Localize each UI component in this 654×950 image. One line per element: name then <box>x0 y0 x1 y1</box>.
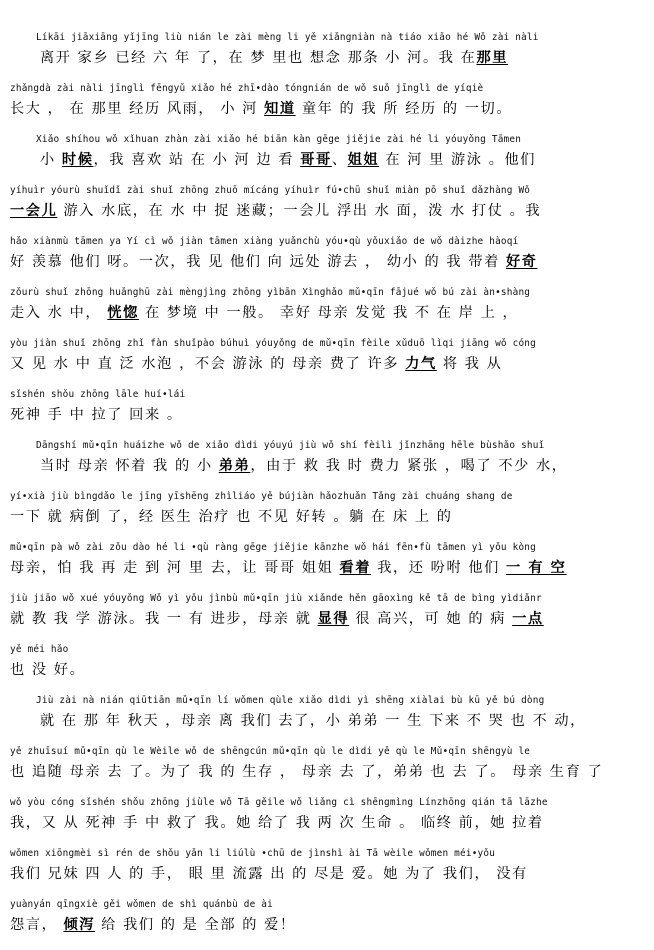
pinyin-line: yí•xià jiù bìngdǎo le jīng yīshēng zhìliáo yě bújiàn hǎozhuǎn Tǎng zài chuáng shang de <box>10 491 513 502</box>
hanzi-line: 我，又 从 死神 手 中 救了 我。她 给了 我 两 次 生命 。 临终 前，她 拉着 <box>10 815 544 831</box>
pinyin-line: Líkāi jiāxiāng yǐjīng liù nián le zài mèng li yě xiǎngniàn nà tiáo xiǎo hé Wǒ zài nàli <box>36 32 539 43</box>
line-7 <box>10 338 648 389</box>
line-17 <box>10 848 648 899</box>
line-4 <box>10 185 648 236</box>
line-13 <box>10 644 648 695</box>
hanzi-line: 我们 兄妹 四 人 的 手， 眼 里 流露 出 的 尽是 爱。她 为了 我们， 没有 <box>10 866 528 882</box>
underlined-word: 一会儿 <box>10 203 58 219</box>
hanzi-line: 一会儿 游入 水底，在 水 中 捉 迷藏；一会儿 浮出 水 面，泼 水 打仗 。我 <box>10 203 542 219</box>
hanzi-line: 死神 手 中 拉了 回来 。 <box>10 407 183 423</box>
line-5 <box>10 236 648 287</box>
pinyin-line: yě méi hǎo <box>10 644 69 655</box>
underlined-word: 一 有 空 <box>506 560 567 576</box>
hanzi-line: 也 没 好。 <box>10 662 86 678</box>
hanzi-line: 小 时候，我 喜欢 站 在 小 河 边 看 哥哥、姐姐 在 河 里 游泳 。他们 <box>40 152 537 168</box>
underlined-word: 那里 <box>476 50 509 66</box>
underlined-word: 看着 <box>339 560 372 576</box>
underlined-word: 弟弟 <box>218 458 251 474</box>
pinyin-line: jiù jiāo wǒ xué yóuyǒng Wǒ yì yǒu jìnbù mǔ•qīn jiù xiǎnde hěn gāoxìng kě tā de bìng yìdiǎnr <box>10 593 542 604</box>
hanzi-line: 就 在 那 年 秋天 ，母亲 离 我们 去了，小 弟弟 一 生 下来 不 哭 也 不 动， <box>40 713 586 729</box>
line-6 <box>10 287 648 338</box>
line-11 <box>10 542 648 593</box>
pinyin-line: mǔ•qīn pà wǒ zài zǒu dào hé li •qù ràng gēge jiějie kānzhe wǒ hái fēn•fù tāmen yì yǒu kòng <box>10 542 536 553</box>
line-12 <box>10 593 648 644</box>
pinyin-line: zhǎngdà zài nàli jīnglì fēngyǔ xiǎo hé zhī•dào tóngnián de wǒ suǒ jīnglì de yíqiè <box>10 83 484 94</box>
hanzi-line: 怨言， 倾泻 给 我们 的 是 全部 的 爱！ <box>10 917 296 933</box>
hanzi-line: 当时 母亲 怀着 我 的 小 弟弟，由于 救 我 时 费力 紧张 ，喝了 不少 水， <box>40 458 568 474</box>
line-8 <box>10 389 648 440</box>
pinyin-line: wǒ yòu cóng sǐshén shǒu zhōng jiùle wǒ Tā gěile wǒ liǎng cì shēngmìng Línzhōng qián tā lāzhe <box>10 797 548 808</box>
pinyin-line: yuànyán qīngxiè gěi wǒmen de shì quánbù de ài <box>10 899 273 910</box>
line-10 <box>10 491 648 542</box>
underlined-word: 姐姐 <box>347 152 380 168</box>
hanzi-line: 母亲，怕 我 再 走 到 河 里 去，让 哥哥 姐姐 看着 我，还 吩咐 他们 一 有 空 <box>10 560 567 576</box>
hanzi-line: 就 教 我 学 游泳。我 一 有 进步，母亲 就 显得 很 高兴，可 她 的 病 一点 <box>10 611 544 627</box>
underlined-word: 倾泻 <box>63 917 96 933</box>
pinyin-line: Jiù zài nà nián qiūtiān mǔ•qīn lí wǒmen qùle xiǎo dìdi yì shēng xiàlai bù kū yě bú dòng <box>36 695 545 706</box>
pinyin-line: yě zhuīsuí mǔ•qīn qù le Wèile wǒ de shēngcún mǔ•qīn qù le dìdi yě qù le Mǔ•qīn shēngyù le <box>10 746 531 757</box>
line-9 <box>10 440 648 491</box>
line-16 <box>10 797 648 848</box>
underlined-word: 知道 <box>264 101 296 117</box>
pinyin-line: yòu jiàn shuǐ zhōng zhǐ fàn shuǐpào búhuì yóuyǒng de mǔ•qīn fèile xǔduō lìqi jiāng wǒ cóng <box>10 338 536 349</box>
line-14 <box>10 695 648 746</box>
pinyin-line: hǎo xiànmù tāmen ya Yí cì wǒ jiàn tāmen xiàng yuǎnchù yóu•qù yǒuxiǎo de wǒ dàizhe hàoqí <box>10 236 519 247</box>
line-3 <box>10 134 648 185</box>
hanzi-line: 长大 ， 在 那里 经历 风雨， 小 河 知道 童年 的 我 所 经历 的 一切。 <box>10 101 513 117</box>
hanzi-line: 好 羡慕 他们 呀。一次，我 见 他们 向 远处 游去 ， 幼小 的 我 带着 好奇 <box>10 254 538 270</box>
underlined-word: 好奇 <box>506 254 538 270</box>
hanzi-line: 一下 就 病倒 了，经 医生 治疗 也 不见 好转 。躺 在 床 上 的 <box>10 509 453 525</box>
hanzi-line: 离开 家乡 已经 六 年 了，在 梦 里也 想念 那条 小 河。我 在那里 <box>40 50 509 66</box>
pinyin-line: Dāngshí mǔ•qīn huáizhe wǒ de xiǎo dìdi yóuyú jiù wǒ shí fèilì jǐnzhāng hēle bùshǎo shuǐ <box>36 440 545 451</box>
line-15 <box>10 746 648 797</box>
underlined-word: 力气 <box>405 356 437 372</box>
underlined-word: 恍惚 <box>107 305 139 321</box>
pinyin-line: Xiǎo shíhou wǒ xǐhuan zhàn zài xiǎo hé biān kàn gēge jiějie zài hé li yóuyǒng Tāmen <box>36 134 522 145</box>
hanzi-line: 走入 水 中， 恍惚 在 梦境 中 一般。 幸好 母亲 发觉 我 不 在 岸 上 ， <box>10 305 519 321</box>
pinyin-line: sǐshén shǒu zhōng lāle huí•lái <box>10 389 186 400</box>
hanzi-line: 也 追随 母亲 去 了。为了 我 的 生存 ， 母亲 去 了，弟弟 也 去 了。 母亲 生育 了 <box>10 764 604 780</box>
pinyin-line: yíhuìr yóurù shuǐdǐ zài shuǐ zhōng zhuō mícáng yíhuìr fú•chū shuǐ miàn pō shuǐ dǎzhàng Wǒ <box>10 185 531 196</box>
hanzi-line: 又 见 水 中 直 泛 水泡 ，不会 游泳 的 母亲 费了 许多 力气 将 我 从 <box>10 356 503 372</box>
line-18 <box>10 899 648 950</box>
article <box>10 32 648 950</box>
underlined-word: 时候 <box>61 152 94 168</box>
line-2 <box>10 83 648 134</box>
line-1 <box>10 32 648 83</box>
underlined-word: 哥哥 <box>300 152 332 168</box>
pinyin-line: zǒurù shuǐ zhōng huǎnghū zài mèngjìng zhōng yìbān Xìnghǎo mǔ•qīn fājué wǒ bú zài àn•shàng <box>10 287 531 298</box>
underlined-word: 一点 <box>512 611 544 627</box>
underlined-word: 显得 <box>317 611 350 627</box>
pinyin-line: wǒmen xiōngmèi sì rén de shǒu yǎn li liúlù •chū de jìnshì ài Tā wèile wǒmen méi•yǒu <box>10 848 496 859</box>
